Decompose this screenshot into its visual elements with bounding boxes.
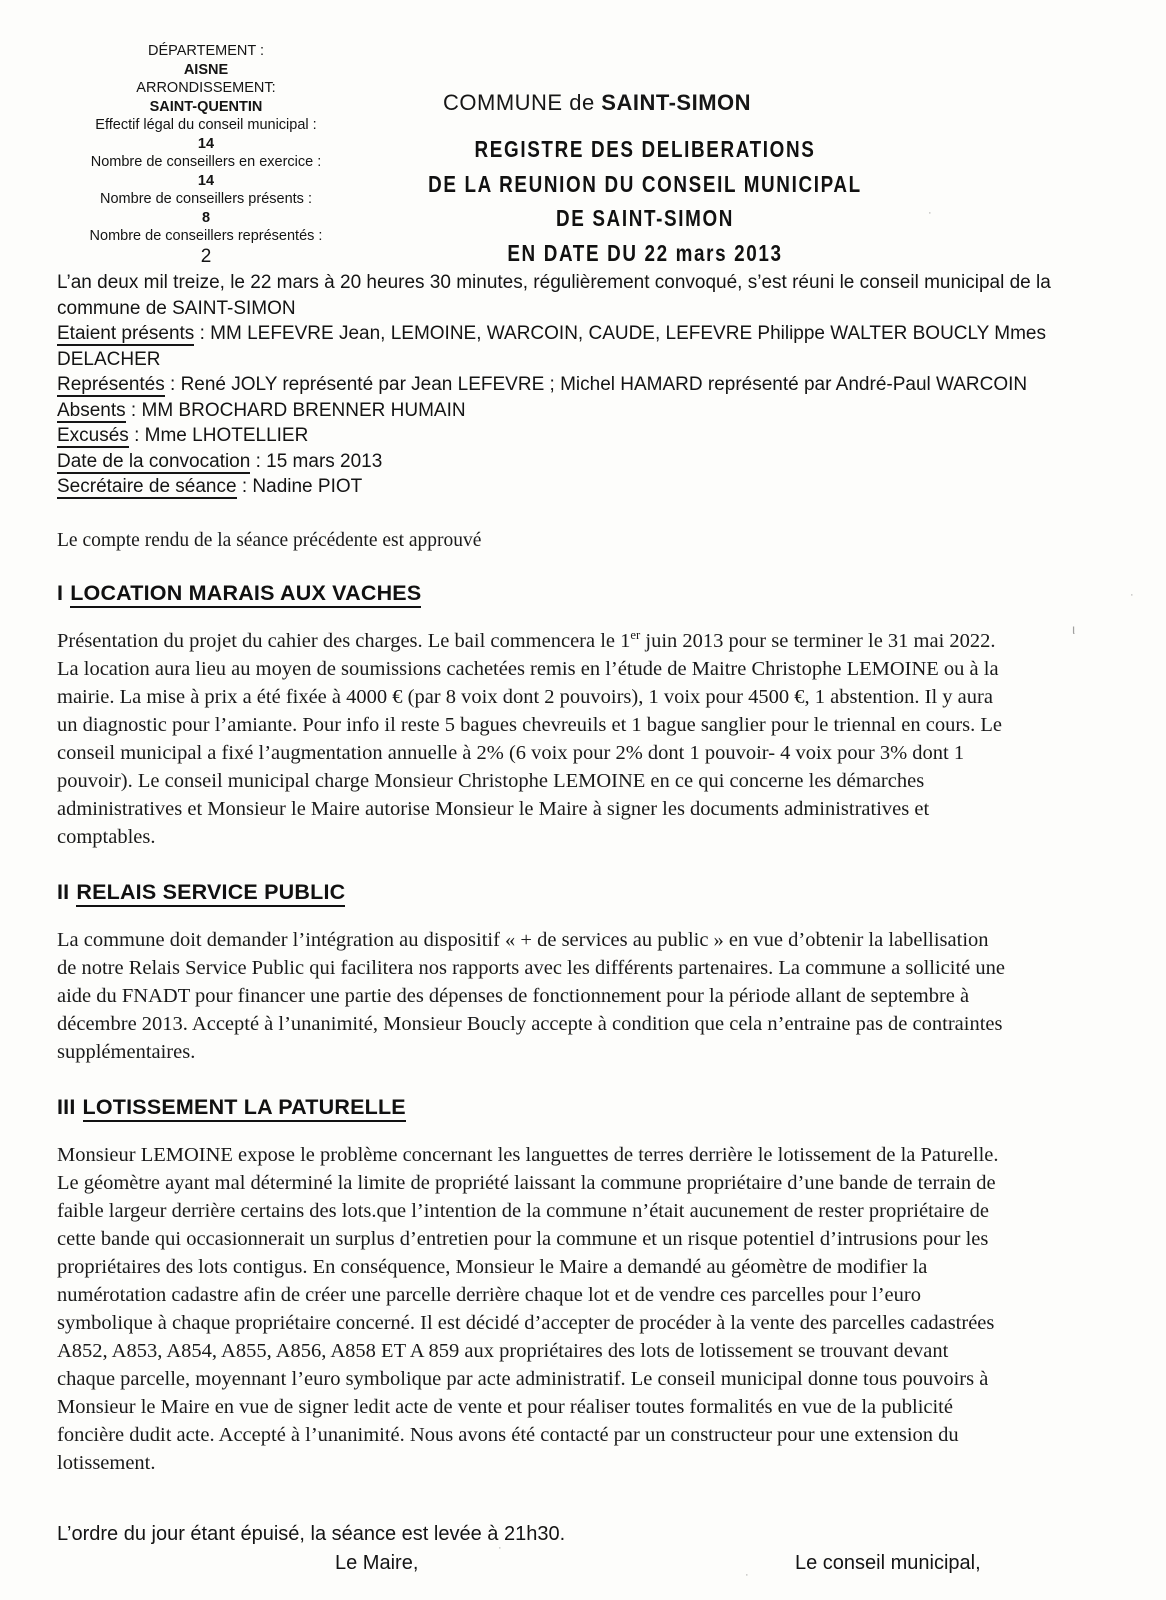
title-line-3: DE SAINT-SIMON bbox=[555, 205, 735, 231]
page-title bbox=[362, 132, 928, 270]
represented-count-value: 2 bbox=[200, 245, 212, 267]
absent-label: Absents bbox=[57, 399, 126, 421]
absent-names: MM BROCHARD BRENNER HUMAIN bbox=[141, 399, 466, 421]
section-1-heading bbox=[57, 581, 1111, 606]
excused-line bbox=[57, 423, 1099, 449]
section-1-body: Présentation du projet du cahier des charges. Le bail commencera le 1er juin 2013 pour se terminer le 31 mai 2022. La location aura lieu au moyen de soumissions cachetées remis en l’étude de Maitre Christophe LEMOINE ou à la mairie. La mise à prix a été fixée à 4000 € (par 8 voix dont 2 pouvoirs), 1 voix pour 4500 €, 1 abstention. Il y aura un diagnostic pour l’amiante. Pour info il reste 5 bagues chevreuils et 1 bague sanglier pour le triennal en cours. Le conseil municipal a fixé l’augmentation annuelle à 2% (6 voix pour 2% dont 1 pouvoir- 4 voix pour 3% dont 1 pouvoir). Le conseil municipal charge Monsieur Christophe LEMOINE en ce qui concerne les démarches administratives et Monsieur le Maire autorise Monsieur le Maire à signer les documents administratives et comptables. bbox=[57, 627, 1002, 848]
secretary-name: Nadine PIOT bbox=[252, 476, 363, 497]
convocation-separator: : bbox=[250, 450, 267, 472]
title-line-1: REGISTRE DES DELIBERATIONS bbox=[474, 136, 816, 162]
section-3-number: III bbox=[57, 1094, 76, 1119]
present-count-value: 8 bbox=[201, 209, 211, 226]
section-3-heading bbox=[57, 1095, 1111, 1120]
in-office-count-label: Nombre de conseillers en exercice : bbox=[90, 154, 322, 170]
arrondissement-value: SAINT-QUENTIN bbox=[149, 98, 263, 115]
commune-title bbox=[443, 90, 751, 116]
section-2-title: RELAIS SERVICE PUBLIC bbox=[76, 880, 345, 907]
represented-names: René JOLY représenté par Jean LEFEVRE ; Michel HAMARD représenté par André-Paul WARCOIN bbox=[180, 374, 1028, 395]
section-2-heading bbox=[57, 880, 1111, 905]
secretary-line bbox=[57, 474, 1099, 500]
commune-name: SAINT-SIMON bbox=[601, 90, 752, 115]
present-line bbox=[57, 321, 1099, 372]
section-3-body: Monsieur LEMOINE expose le problème concernant les languettes de terres derrière le lotissement de la Paturelle. Le géomètre ayant mal déterminé la limite de propriété laissant la commune propriétaire d’une bande de terrain de faible largeur derrière certains des lots.que l’intention de la commune n’était aucunement de rester propriétaire de cette bande qui occasionnerait un surplus d’entretien pour la commune et un risque potentiel d’intrusions pour les propriétaires des lots contigus. En conséquence, Monsieur le Maire a demandé au géomètre de modifier la numérotation cadastre afin de créer une parcelle derrière chaque lot et de vendre ces parcelles pour l’euro symbolique à chaque propriétaire concerné. Il est décidé d’accepter de procéder à la vente des parcelles cadastrées A852, A853, A854, A855, A856, A858 ET A 859 aux propriétaires des lots de lotissement se trouvant devant chaque parcelle, moyennant l’euro symbolique par acte administratif. Le conseil municipal donne tous pouvoirs à Monsieur le Maire en vue de signer ledit acte de vente et pour réaliser toutes formalités en vue de la publicité foncière dudit acte. Accepté à l’unanimité. Nous avons été contacté par un constructeur pour une extension du lotissement. bbox=[57, 1143, 999, 1474]
represented-count-label: Nombre de conseillers représentés : bbox=[89, 228, 323, 244]
arrondissement-label: ARRONDISSEMENT: bbox=[136, 80, 276, 96]
represented-separator: : bbox=[164, 374, 181, 395]
department-label: DÉPARTEMENT : bbox=[147, 43, 265, 59]
convocation-line bbox=[57, 449, 1099, 475]
section-2-number: II bbox=[57, 879, 70, 904]
excused-separator: : bbox=[128, 425, 145, 446]
mayor-signature-label: Le Maire, bbox=[335, 1551, 419, 1574]
closing-statement: L’ordre du jour étant épuisé, la séance est levée à 21h30. bbox=[57, 1522, 566, 1545]
present-label: Etaient présents bbox=[57, 323, 195, 344]
convocation-label: Date de la convocation bbox=[57, 450, 251, 472]
legal-count-label: Effectif légal du conseil municipal : bbox=[95, 117, 317, 133]
present-separator: : bbox=[194, 323, 211, 344]
department-value: AISNE bbox=[183, 61, 229, 78]
excused-names: Mme LHOTELLIER bbox=[144, 425, 309, 446]
scan-speck: · bbox=[928, 207, 932, 219]
document-header bbox=[57, 40, 1111, 267]
opening-paragraph: L’an deux mil treize, le 22 mars à 20 heures 30 minutes, régulièrement convoqué, s’est réuni le conseil municipal de la commune de SAINT-SIMON bbox=[57, 272, 1051, 319]
scan-speck: · bbox=[498, 1542, 502, 1554]
section-location-marais bbox=[57, 581, 1111, 851]
scan-speck: · bbox=[1130, 589, 1134, 601]
convocation-date: 15 mars 2013 bbox=[266, 450, 383, 472]
section-1-number: I bbox=[57, 580, 64, 605]
admin-info-block bbox=[70, 42, 342, 267]
title-line-4: EN DATE DU 22 mars 2013 bbox=[507, 239, 783, 266]
council-signature-label: Le conseil municipal, bbox=[795, 1551, 981, 1574]
legal-count-value: 14 bbox=[197, 135, 215, 152]
scan-speck: ι bbox=[1072, 621, 1076, 637]
scan-speck: · bbox=[745, 1569, 749, 1581]
excused-label: Excusés bbox=[57, 425, 129, 446]
section-1-title: LOCATION MARAIS AUX VACHES bbox=[70, 581, 421, 608]
secretary-label: Secrétaire de séance bbox=[57, 476, 237, 497]
represented-label: Représentés bbox=[57, 374, 165, 395]
title-line-2: DE LA REUNION DU CONSEIL MUNICIPAL bbox=[428, 170, 862, 197]
in-office-count-value: 14 bbox=[197, 172, 215, 189]
section-2-body: La commune doit demander l’intégration au dispositif « + de services au public » en vue d’obtenir la labellisation de notre Relais Service Public qui facilitera nos rapports avec les différents partenaires. La commune a sollicité une aide du FNADT pour financer une partie des dépenses de fonctionnement pour la période allant de septembre à décembre 2013. Accepté à l’unanimité, Monsieur Boucly accepte à condition que cela n’entraine pas de contraintes supplémentaires. bbox=[57, 928, 1005, 1063]
absent-line bbox=[57, 398, 1099, 424]
section-lotissement-paturelle bbox=[57, 1095, 1111, 1477]
represented-line bbox=[57, 372, 1099, 398]
section-relais-service-public bbox=[57, 880, 1111, 1066]
present-count-label: Nombre de conseillers présents : bbox=[100, 191, 312, 207]
present-names: MM LEFEVRE Jean, LEMOINE, WARCOIN, CAUDE, LEFEVRE Philippe WALTER BOUCLY Mmes DELACHER bbox=[57, 323, 1046, 370]
signature-block bbox=[57, 1552, 1111, 1586]
previous-minutes-approval: Le compte rendu de la séance précédente est approuvé bbox=[57, 529, 482, 551]
secretary-separator: : bbox=[236, 476, 253, 497]
section-3-title: LOTISSEMENT LA PATURELLE bbox=[83, 1095, 406, 1122]
session-intro bbox=[57, 270, 1099, 500]
absent-separator: : bbox=[125, 399, 142, 421]
commune-prefix: COMMUNE de bbox=[443, 90, 602, 115]
